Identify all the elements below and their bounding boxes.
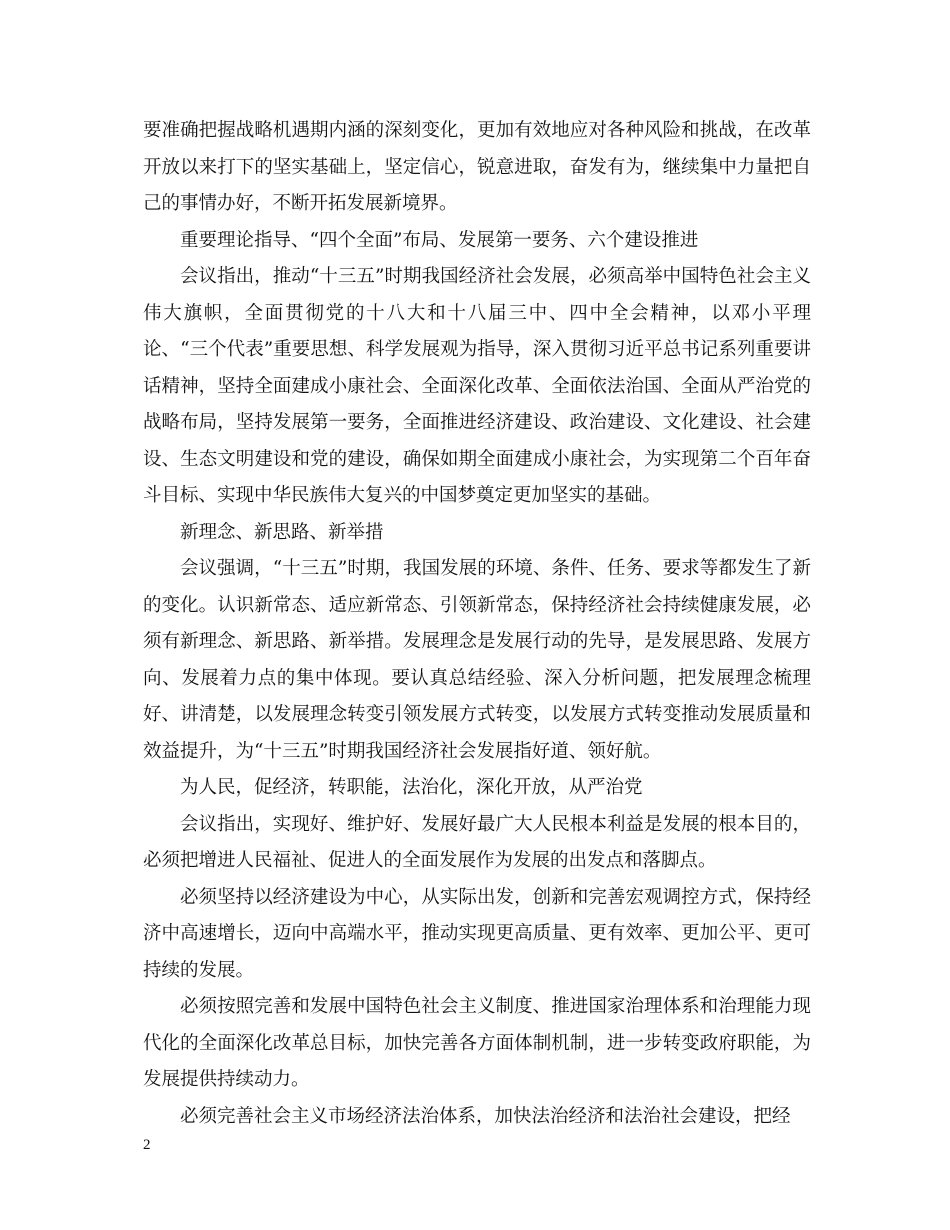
- section-heading-new-ideas: 新理念、新思路、新举措: [180, 521, 384, 543]
- continuation-paragraph: 要准确把握战略机遇期内涵的深刻变化，更加有效地应对各种风险和挑战，在改革开放以来打下的坚实基础上，坚定信心，锐意进取，奋发有为，继续集中力量把自己的事情办好，不断开拓发展新境界。: [143, 120, 811, 214]
- document-body: [143, 113, 811, 1135]
- paragraph-reform-goal: 必须按照完善和发展中国特色社会主义制度、推进国家治理体系和治理能力现代化的全面深化改革总目标，加快完善各方面体制机制，进一步转变政府职能，为发展提供持续动力。: [143, 996, 811, 1090]
- paragraph-meeting-emphasis: 会议强调，“十三五”时期，我国发展的环境、条件、任务、要求等都发生了新的变化。认识新常态、适应新常态、引领新常态，保持经济社会持续健康发展，必须有新理念、新思路、新举措。发展理念是发展行动的先导，是发展思路、发展方向、发展着力点的集中体现。要认真总结经验、深入分析问题，把发展理念梳理好、讲清楚，以发展理念转变引领发展方式转变，以发展方式转变推动发展质量和效益提升，为“十三五”时期我国经济社会发展指好道、领好航。: [143, 558, 811, 762]
- page-number: 2: [143, 1137, 151, 1153]
- section-heading-people: 为人民，促经济，转职能，法治化，深化开放，从严治党: [180, 777, 643, 798]
- paragraph-rule-of-law: 必须完善社会主义市场经济法治体系，加快法治经济和法治社会建设，把经: [180, 1105, 791, 1127]
- section-heading-theory: 重要理论指导、“四个全面”布局、发展第一要务、六个建设推进: [180, 229, 699, 251]
- paragraph-people-interest: 会议指出，实现好、维护好、发展好最广大人民根本利益是发展的根本目的，必须把增进人民福祉、促进人的全面发展作为发展的出发点和落脚点。: [143, 813, 811, 871]
- paragraph-economic-center: 必须坚持以经济建设为中心，从实际出发，创新和完善宏观调控方式，保持经济中高速增长，迈向中高端水平，推动实现更高质量、更有效率、更加公平、更可持续的发展。: [143, 886, 811, 981]
- paragraph-meeting-points: 会议指出，推动“十三五”时期我国经济社会发展，必须高举中国特色社会主义伟大旗帜，全面贯彻党的十八大和十八届三中、四中全会精神，以邓小平理论、“三个代表”重要思想、科学发展观为指导，深入贯彻习近平总书记系列重要讲话精神，坚持全面建成小康社会、全面深化改革、全面依法治国、全面从严治党的战略布局，坚持发展第一要务，全面推进经济建设、政治建设、文化建设、社会建设、生态文明建设和党的建设，确保如期全面建成小康社会，为实现第二个百年奋斗目标、实现中华民族伟大复兴的中国梦奠定更加坚实的基础。: [143, 266, 811, 506]
